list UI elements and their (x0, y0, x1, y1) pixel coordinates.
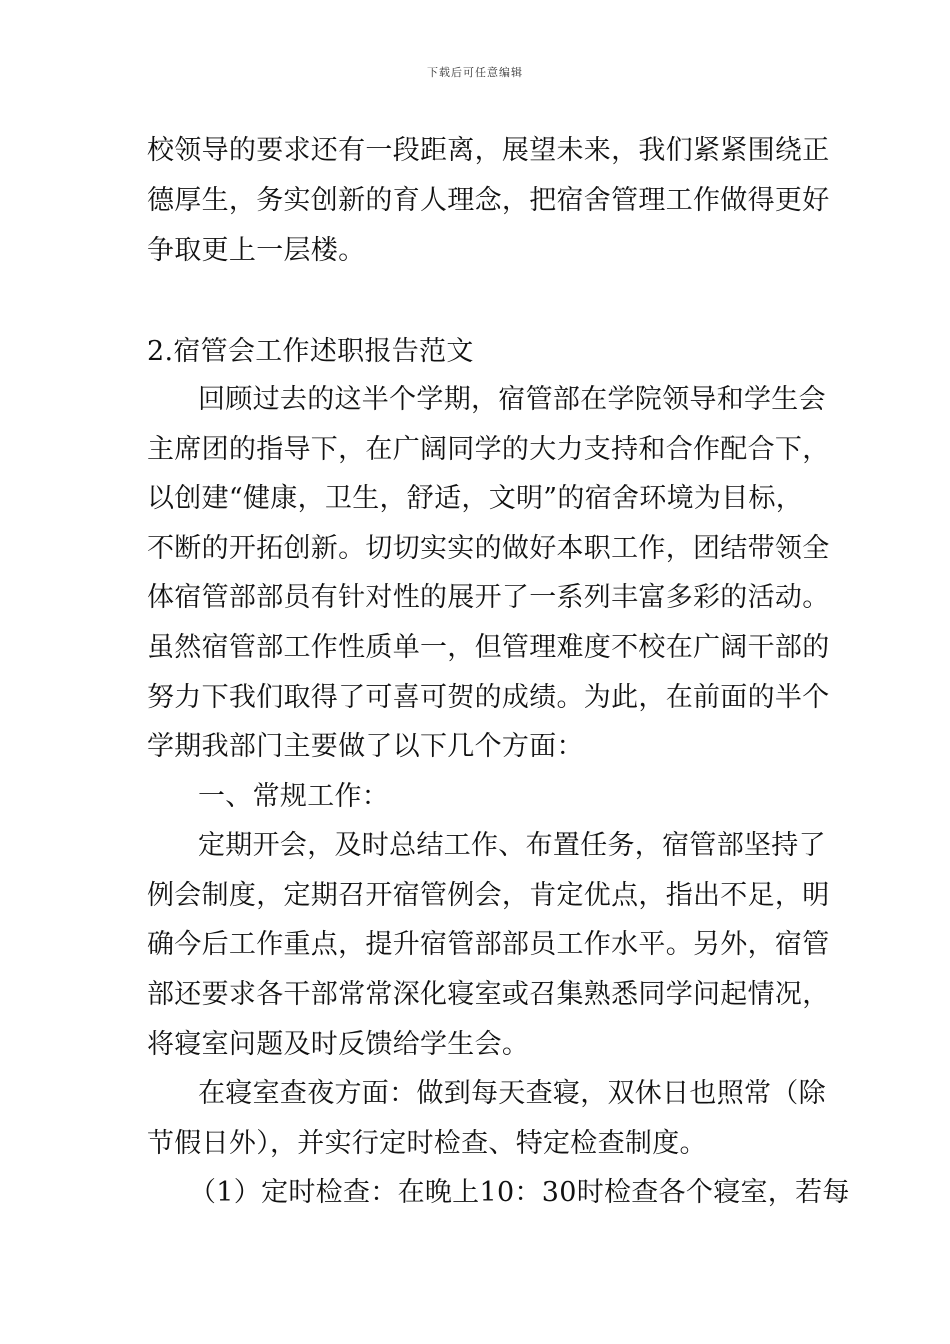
section-heading: 2.宿管会工作述职报告范文 (147, 336, 474, 367)
body-line: 争取更上一层楼。 (147, 235, 366, 266)
page-header: 下载后可任意编辑 (427, 66, 523, 79)
body-line: 努力下我们取得了可喜可贺的成绩。为此，在前面的半个 (147, 682, 830, 713)
body-line: 主席团的指导下，在广阔同学的大力支持和合作配合下， (147, 434, 830, 465)
body-line: 部还要求各干部常常深化寝室或召集熟悉同学问起情况， (147, 979, 830, 1010)
body-line: 将寝室问题及时反馈给学生会。 (147, 1029, 530, 1060)
body-line: 体宿管部部员有针对性的展开了一系列丰富多彩的活动。 (147, 582, 830, 613)
body-line: 以创建“健康，卫生，舒适，文明”的宿舍环境为目标， (147, 483, 804, 514)
body-line: 校领导的要求还有一段距离，展望未来，我们紧紧围绕正 (147, 135, 830, 166)
body-line: 学期我部门主要做了以下几个方面： (147, 731, 584, 762)
body-line: 确今后工作重点，提升宿管部部员工作水平。另外，宿管 (147, 929, 830, 960)
paragraph-first-line: 回顾过去的这半个学期，宿管部在学院领导和学生会 (198, 384, 826, 415)
body-line: 不断的开拓创新。切切实实的做好本职工作，团结带领全 (147, 533, 830, 564)
body-line: 虽然宿管部工作性质单一，但管理难度不校在广阔干部的 (147, 632, 830, 663)
paragraph-first-line: 在寝室查夜方面：做到每天查寝，双休日也照常（除 (198, 1078, 826, 1109)
subheading-routine-work: 一、常规工作： (198, 781, 390, 812)
body-line: 节假日外），并实行定时检查、特定检查制度。 (147, 1128, 707, 1159)
paragraph-first-line: 定期开会，及时总结工作、布置任务，宿管部坚持了 (198, 830, 826, 861)
list-item-line: （1）定时检查：在晚上10：30时检查各个寝室，若每 (189, 1177, 850, 1208)
body-line: 德厚生，务实创新的育人理念，把宿舍管理工作做得更好 (147, 185, 830, 216)
body-line: 例会制度，定期召开宿管例会，肯定优点，指出不足，明 (147, 880, 830, 911)
